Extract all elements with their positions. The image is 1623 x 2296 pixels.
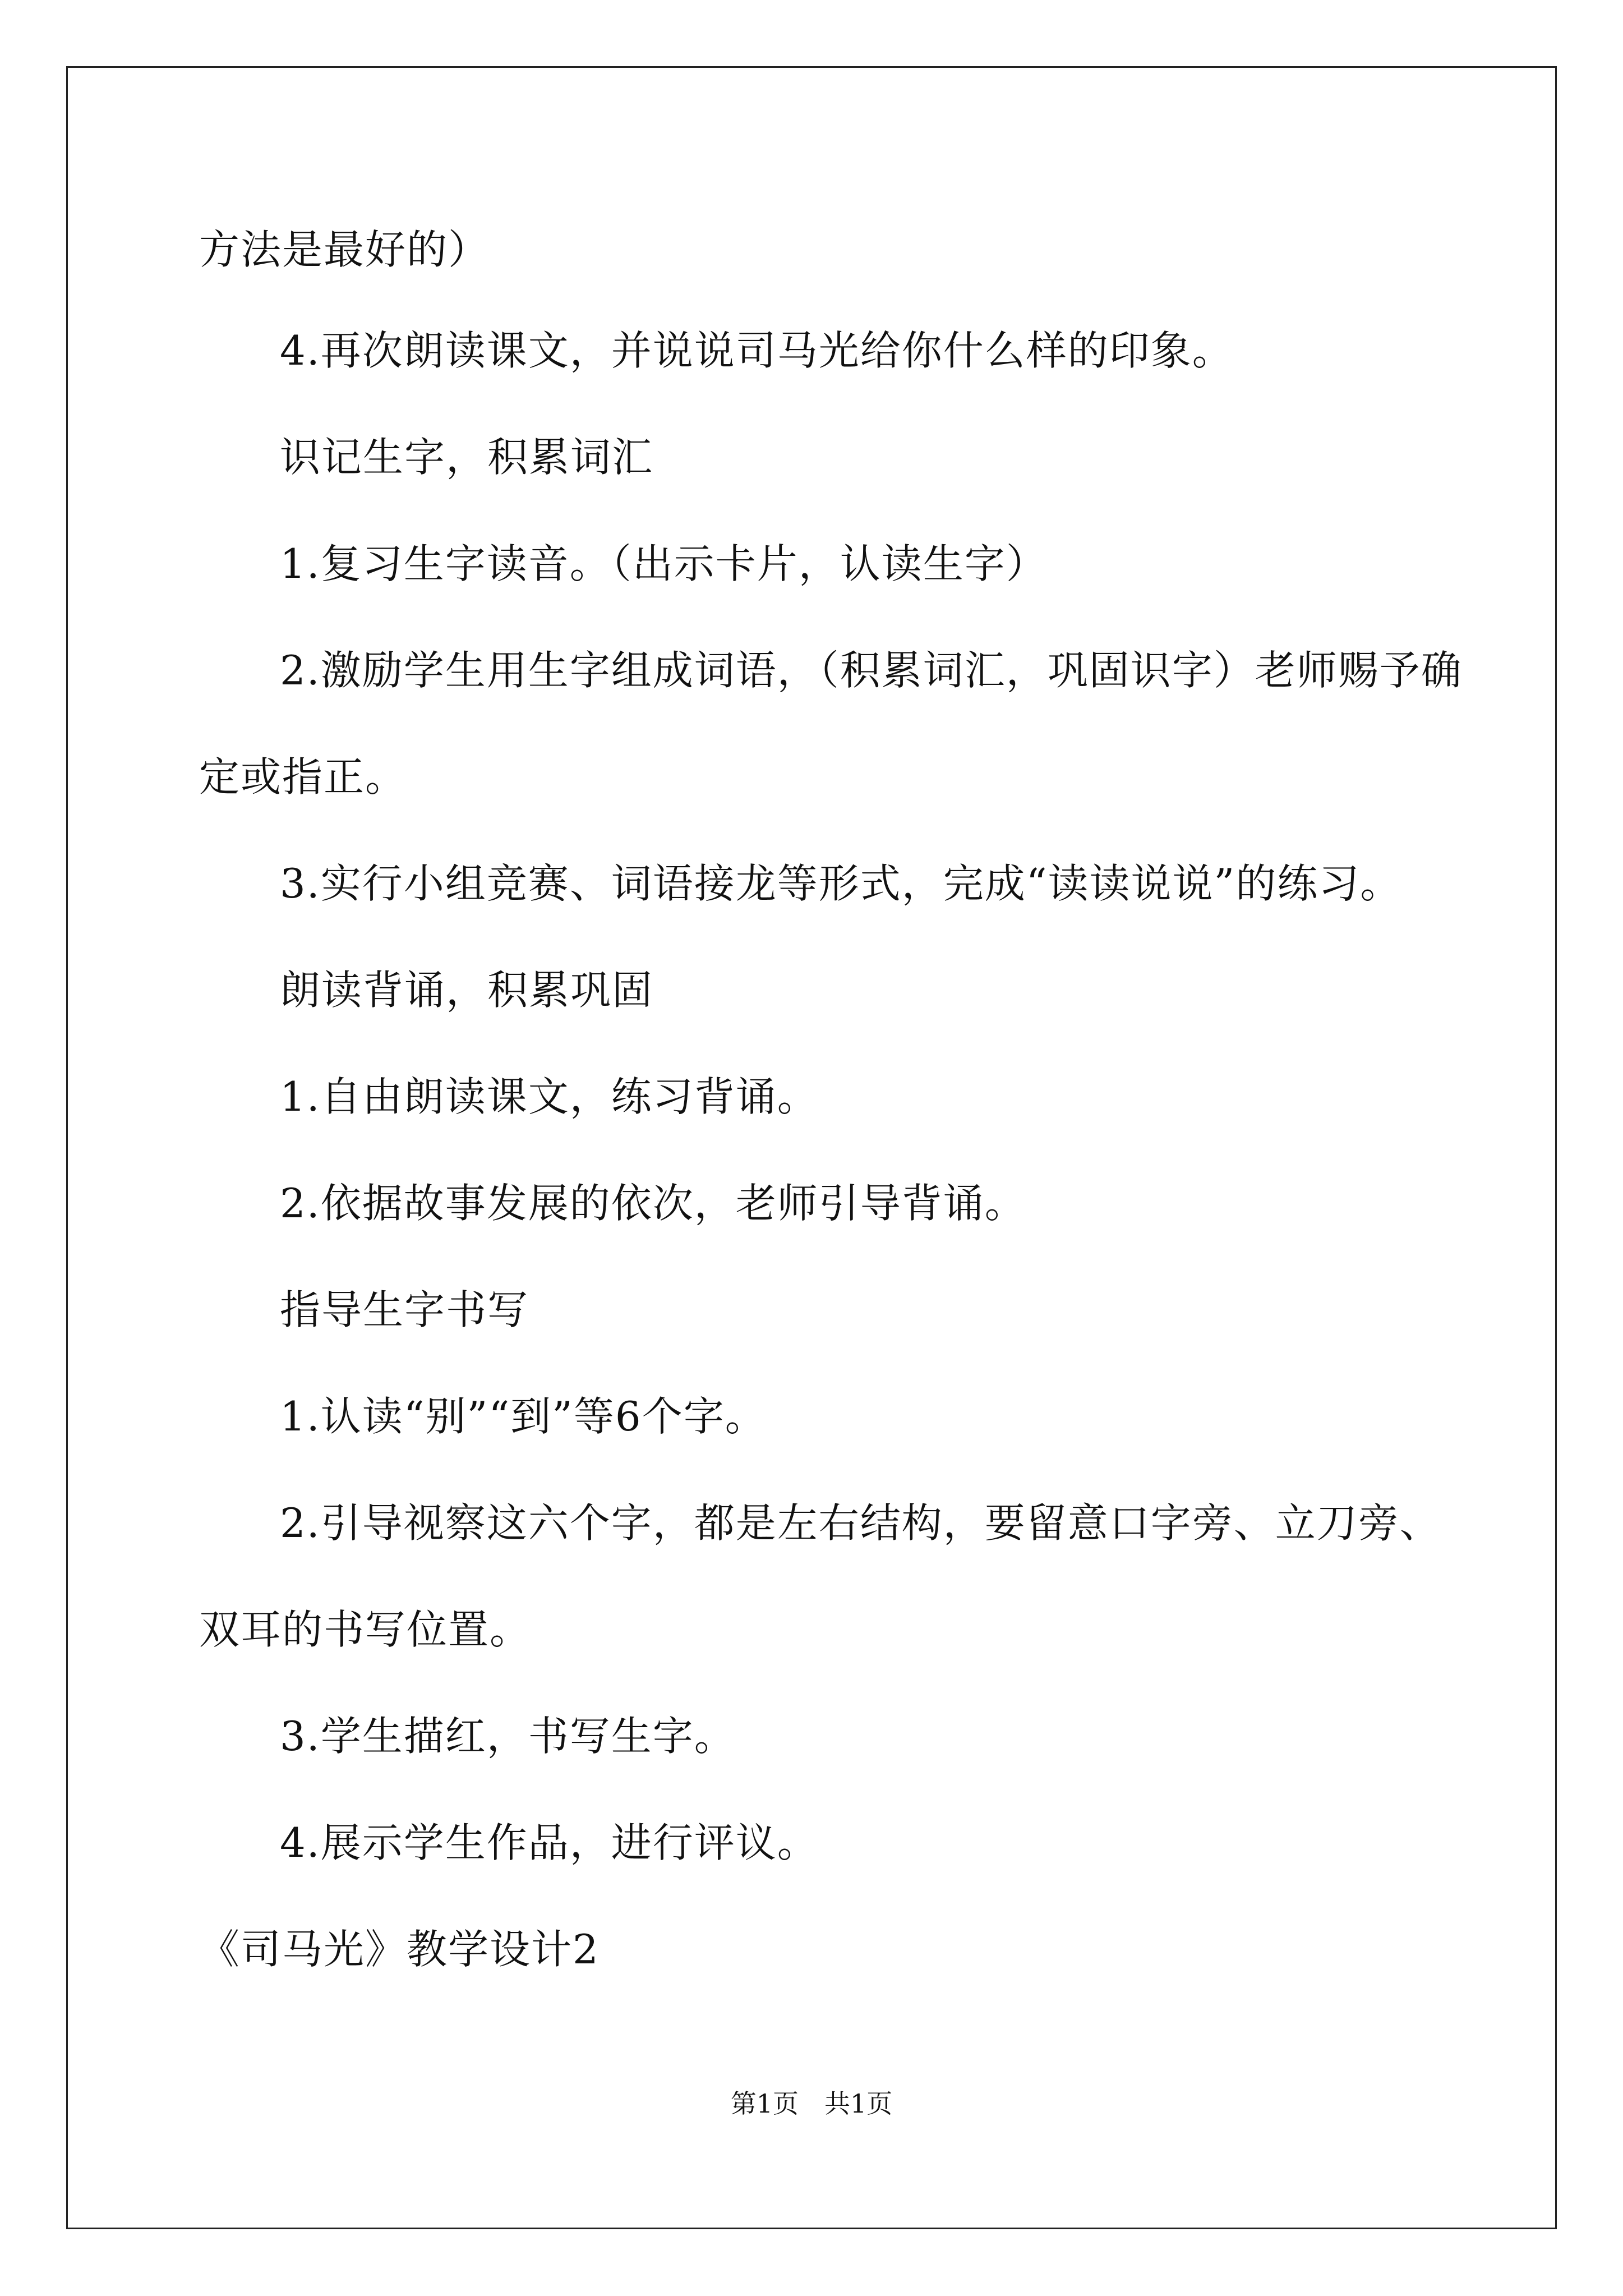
text-line: 3.学生描红，书写生字。 [280,1713,736,1760]
text-line: 2.激励学生用生字组成词语，（积累词汇，巩固识字）老师赐予确 [280,647,1463,694]
text-line: 方法是最好的） [199,226,490,273]
text-line: 4.展示学生作品，进行评议。 [280,1819,819,1866]
text-line: 双耳的书写位置。 [199,1606,532,1653]
text-line: 2.依据故事发展的依次，老师引导背诵。 [280,1180,1026,1227]
text-line: 4.再次朗读课文，并说说司马光给你什么样的印象。 [280,327,1234,374]
document-body [199,0,1463,2019]
document-title: 《司马光》教学设计2 [199,1926,600,1973]
text-line: 2.引导视察这六个字，都是左右结构，要留意口字旁、立刀旁、 [280,1499,1441,1547]
page-footer: 第1页 共1页 [730,2088,893,2119]
text-line: 1.自由朗读课文，练习背诵。 [280,1073,819,1120]
section-heading: 朗读背诵，积累巩固 [280,967,654,1014]
text-line: 定或指正。 [199,753,407,800]
section-heading: 指导生字书写 [280,1286,529,1333]
text-line: 3.实行小组竞赛、词语接龙等形式，完成“读读说说”的练习。 [280,860,1402,907]
section-heading: 识记生字，积累词汇 [280,434,654,481]
text-line: 1.认读“别”“到”等6个字。 [280,1393,767,1440]
text-line: 1.复习生字读音。（出示卡片，认读生字） [280,540,1048,587]
